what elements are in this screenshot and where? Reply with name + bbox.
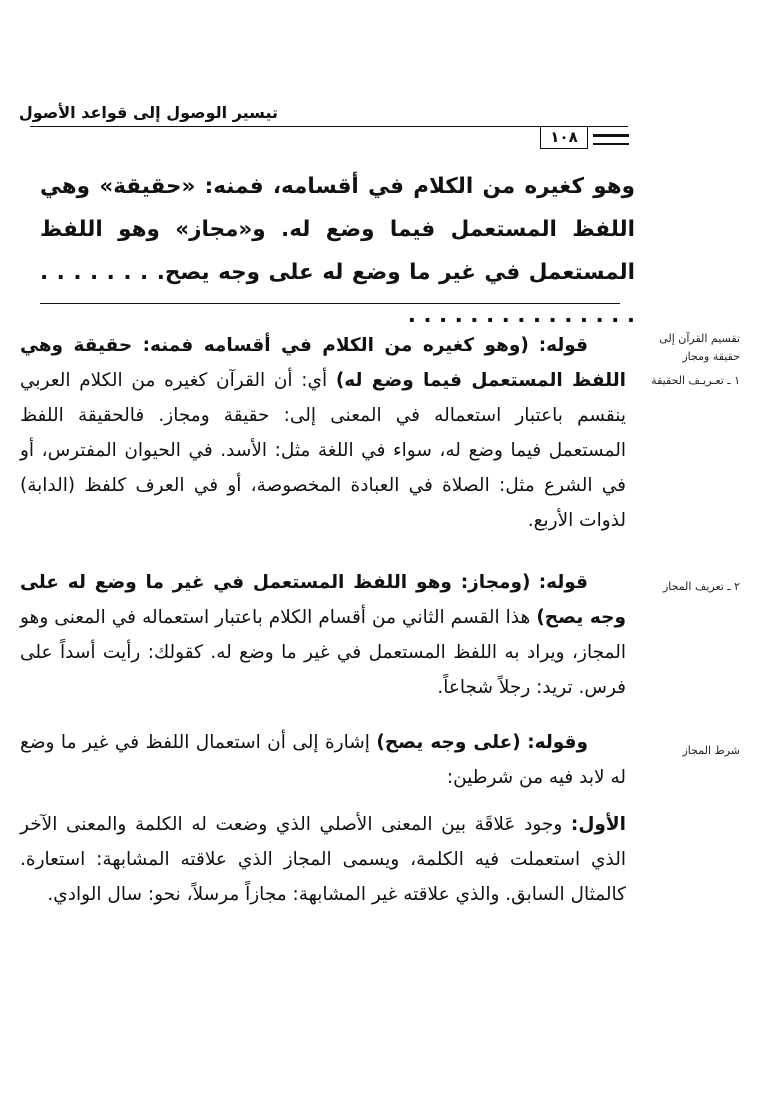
commentary-paragraph-4 — [20, 807, 626, 912]
commentary-quote: (ومجاز: وهو اللفظ المستعمل في غير ما وضع له على وجه يصح) — [20, 572, 626, 628]
page-number: ١٠٨ — [540, 126, 588, 149]
commentary-label: قوله: — [538, 572, 588, 593]
commentary-paragraph-2 — [20, 565, 626, 705]
running-head-title: تيسير الوصول إلى قواعد الأصول — [18, 103, 278, 122]
matn-separator-rule — [40, 303, 620, 304]
commentary-text: إشارة إلى أن استعمال اللفظ في غير ما وضع له لابد فيه من شرطين: — [20, 732, 626, 788]
commentary-quote: (على وجه يصح) — [376, 732, 521, 753]
commentary-text: هذا القسم الثاني من أقسام الكلام باعتبار استعماله في المعنى وهو المجاز، ويراد به اللفظ المستعمل في غير ما وضع له. كقولك: رأيت أسداً على فرس. تريد: رجلاً شجاعاً. — [20, 607, 626, 698]
margin-note-haqiqa-definition: ١ ـ تعـريـف الحقيقة — [651, 374, 740, 387]
margin-note-majaz-definition: ٢ ـ تعريف المجاز — [662, 580, 740, 593]
header-rule — [30, 126, 628, 127]
margin-note-majaz-condition: شرط المجاز — [682, 744, 740, 757]
commentary-label: وقوله: — [527, 732, 588, 753]
commentary-text: أي: أن القرآن كغيره من الكلام العربي ينقسم باعتبار استعماله في المعنى إلى: حقيقة ومجاز. فالحقيقة اللفظ المستعمل فيما وضع له، سواء في اللغة مثل: الأسد. في الحيوان المفترس، أو في الشرع مثل: الصلاة في العبادة المخصوصة، أو في العرف كلفظ (الدابة) لذوات الأربع. — [20, 370, 626, 531]
matn-text: وهو كغيره من الكلام في أقسامه، فمنه: «حقيقة» وهي اللفظ المستعمل فيما وضع له. و«مجاز» وهو اللفظ المستعمل في غير ما وضع له على وجه يصح. . . . . . . . . . . . . . . . . . . . . . . — [40, 174, 635, 328]
commentary-text: وجود عَلاقَة بين المعنى الأصلي الذي وضعت له الكلمة والمعنى الآخر الذي استعملت فيه الكلمة، ويسمى المجاز الذي علاقته المشابهة: استعارة. كالمثال السابق. والذي علاقته غير المشابهة: مجازاً مرسلاً، نحو: سال الوادي. — [20, 814, 626, 905]
commentary-label: الأول: — [570, 814, 626, 835]
commentary-paragraph-3 — [20, 725, 626, 795]
commentary-label: قوله: — [538, 335, 588, 356]
page-number-ornament — [593, 134, 629, 145]
margin-note-division: تقسيم القرآن إلى حقيقة ومجاز — [659, 332, 740, 363]
commentary-paragraph-1 — [20, 328, 626, 538]
commentary-quote: (وهو كغيره من الكلام في أقسامه فمنه: حقيقة وهي اللفظ المستعمل فيما وضع له) — [20, 335, 626, 391]
